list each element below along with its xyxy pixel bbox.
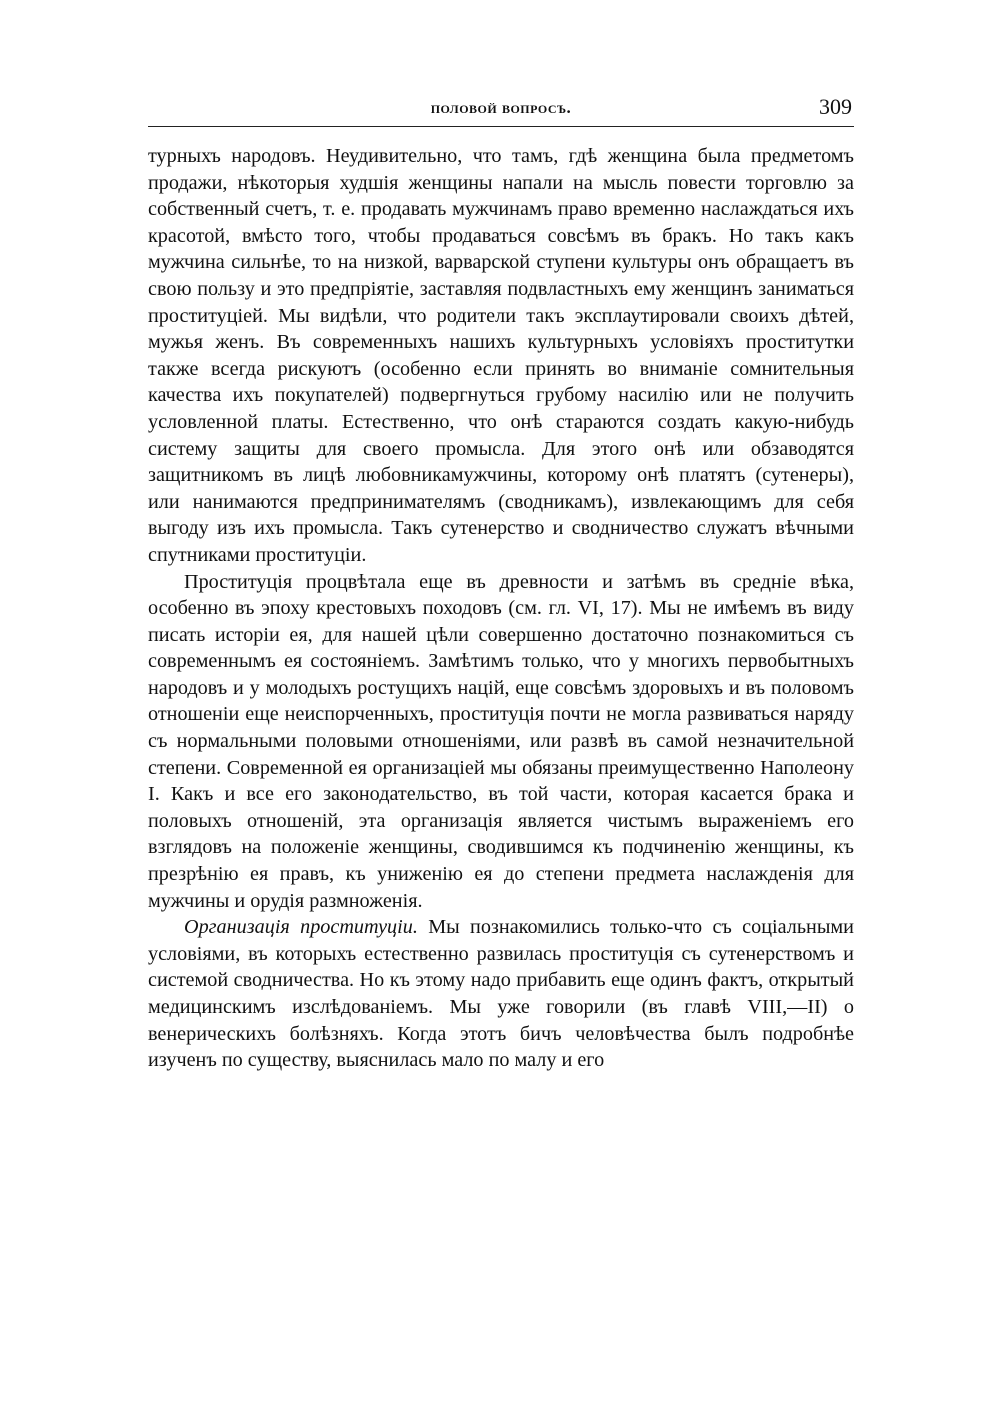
book-page bbox=[148, 92, 854, 1332]
paragraph-3 bbox=[148, 914, 854, 1074]
section-heading: Организація проституціи. bbox=[184, 916, 418, 939]
page-number: 309 bbox=[819, 94, 852, 119]
body-text bbox=[148, 143, 854, 1074]
paragraph-2: Проституція процвѣтала еще въ древности и затѣмъ въ средніе вѣка, особенно въ эпоху крестовыхъ походовъ (см. гл. VI, 17). Мы не имѣемъ въ виду писать исторіи ея, для нашей цѣли совершенно достаточно познакомиться съ современнымъ ея состояніемъ. Замѣтимъ только, что у многихъ первобытныхъ народовъ и у молодыхъ ростущихъ націй, еще совсѣмъ здоровыхъ и въ половомъ отношеніи еще неиспорченныхъ, проституція почти не могла развиваться наряду съ нормальными половыми отношеніями, или развѣ въ самой незначительной степени. Современной ея организаціей мы обязаны преимущественно Наполеону I. Какъ и все его законодательство, въ той части, которая касается брака и половыхъ отношеній, эта организація является чистымъ выраженіемъ его взглядовъ на положеніе женщины, сводившимся къ подчиненію женщины, къ презрѣнію ея правъ, къ униженію ея до степени предмета наслажденія для мужчины и орудія размноженія. bbox=[148, 570, 854, 912]
running-title: половой вопросъ. bbox=[430, 98, 572, 117]
paragraph-1: турныхъ народовъ. Неудивительно, что тамъ, гдѣ женщина была предметомъ продажи, нѣкоторыя худшія женщины напали на мысль повести торговлю за собственный счетъ, т. е. продавать мужчинамъ право временно наслаждаться ихъ красотой, вмѣсто того, чтобы продаваться совсѣмъ въ бракъ. Но такъ какъ мужчина сильнѣе, то на низкой, варварской ступени культуры онъ обращаетъ въ свою пользу и это предпріятіе, заставляя подвластныхъ ему женщинъ заниматься проституціей. Мы видѣли, что родители такъ эксплаутировали своихъ дѣтей, мужья женъ. Въ современныхъ нашихъ культурныхъ условіяхъ проститутки также всегда рискуютъ (особенно если принять во вниманіе сомнительныя качества ихъ покупателей) подвергнуться грубому насилію или не получить условленной платы. Естественно, что онѣ стараются создать какую-нибудь систему защиты для своего промысла. Для этого онѣ или обзаводятся защитникомъ въ лицѣ любовникамужчины, которому онѣ платятъ (сутенеры), или нанимаются предпринимателямъ (сводникамъ), извлекающимъ для себя выгоду изъ ихъ промысла. Такъ сутенерство и сводничество служатъ вѣчными спутниками проституціи. bbox=[148, 145, 854, 566]
paragraph-3-text: Мы познакомились только-что съ соціальными условіями, въ которыхъ естественно развилась проституція съ сутенерствомъ и системой сводничества. Но къ этому надо прибавить еще одинъ фактъ, открытый медицинскимъ изслѣдованіемъ. Мы уже говорили (въ главѣ VIII,—II) о венерическихъ болѣзняхъ. Когда этотъ бичъ человѣчества былъ подробнѣе изученъ по существу, выяснилась мало по малу и его bbox=[148, 916, 854, 1072]
running-header bbox=[148, 92, 854, 127]
